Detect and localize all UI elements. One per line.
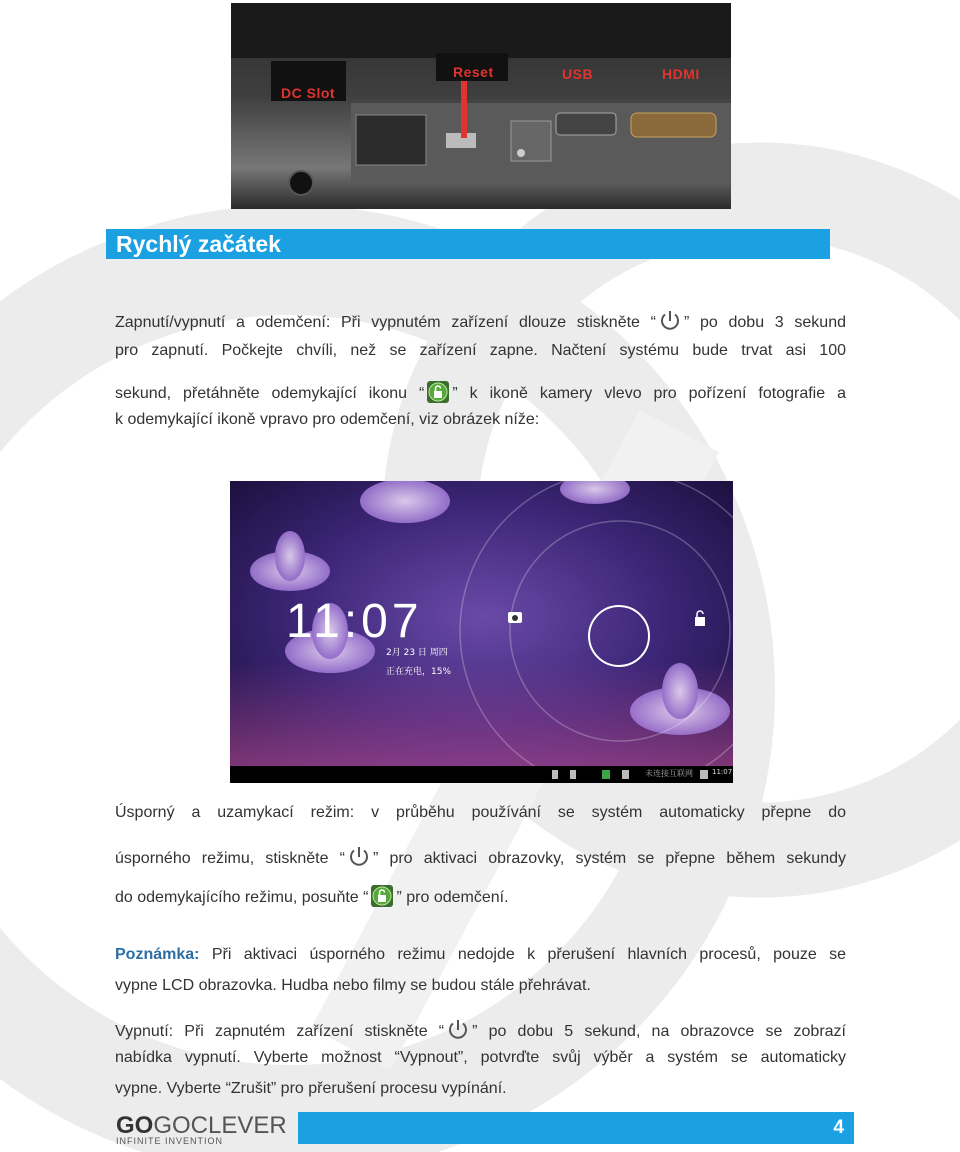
lock-screen-date: 2月 23 日 周四 [386, 648, 448, 658]
para3-text: Vypnutí: Při zapnutém zařízení stiskněte “ [115, 1023, 445, 1040]
section-heading: Rychlý začátek [116, 231, 281, 257]
note-label: Poznámka: [115, 946, 200, 963]
device-ports-illustration [231, 3, 731, 209]
page-number: 4 [833, 1117, 844, 1138]
note-text: Při aktivaci úsporného režimu nedojde k přerušení hlavních procesů, pouze se [199, 946, 846, 963]
para3-text: ” po dobu 5 sekund, na obrazovce se zobrazí [472, 1023, 847, 1040]
dc-slot-label: DC Slot [281, 85, 336, 101]
note-line1 [115, 946, 846, 964]
reset-label: Reset [453, 64, 494, 80]
para1-line4: k odemykající ikoně vpravo pro odemčení, viz obrázek níže: [115, 411, 540, 428]
goclever-logo [116, 1112, 287, 1146]
para2-line2 [115, 845, 846, 869]
power-icon [347, 845, 371, 869]
para1-line2: pro zapnutí. Počkejte chvíli, než se zařízení zapne. Načtení systému bude trvat asi 100 [115, 342, 846, 359]
para2-text: ” pro odemčení. [396, 889, 509, 906]
lock-screen-charging: 正在充电，15% [386, 667, 452, 677]
unlock-icon [426, 380, 450, 404]
para2-line3 [115, 884, 846, 908]
lock-screen-photo [230, 481, 733, 783]
device-ports-photo [231, 3, 731, 209]
lock-screen-time: 11:07 [286, 595, 423, 648]
section-heading-bar [106, 229, 830, 259]
logo-go: GO [116, 1112, 154, 1139]
hdmi-label: HDMI [662, 66, 700, 82]
para3-line2: nabídka vypnutí. Vyberte možnost “Vypnout”, potvrďte svůj výběr a systém se automaticky [115, 1049, 846, 1066]
para2-text: do odemykajícího režimu, posuňte “ [115, 889, 369, 906]
status-bar-text: 未连接互联网 [645, 769, 693, 778]
para1-line3 [115, 380, 846, 404]
para3-line1 [115, 1018, 846, 1042]
unlock-icon [370, 884, 394, 908]
note-line2: vypne LCD obrazovka. Hudba nebo filmy se budou stále přehrávat. [115, 977, 591, 994]
usb-label: USB [562, 66, 594, 82]
logo-brand: GOCLEVER [153, 1112, 287, 1139]
para1-text: Zapnutí/vypnutí a odemčení: Při vypnutém zařízení dlouze stiskněte “ [115, 314, 656, 331]
para2-text: ” pro aktivaci obrazovky, systém se přepne během sekundy [372, 850, 847, 867]
power-icon [446, 1018, 470, 1042]
status-bar-time: 11:07 [712, 768, 733, 776]
para1-text: sekund, přetáhněte odemykající ikonu “ [115, 385, 425, 402]
para1-text: ” po dobu 3 sekund [683, 314, 846, 331]
footer-bar [298, 1112, 854, 1144]
para1-line1 [115, 309, 846, 333]
para3-line3: vypne. Vyberte “Zrušit” pro přerušení procesu vypínání. [115, 1080, 507, 1097]
logo-tagline: INFINITE INVENTION [116, 1136, 224, 1146]
para2-text: úsporného režimu, stiskněte “ [115, 850, 345, 867]
power-icon [658, 309, 682, 333]
para2-line1: Úsporný a uzamykací režim: v průběhu používání se systém automaticky přepne do [115, 804, 846, 821]
para1-text: ” k ikoně kamery vlevo pro pořízení fotografie a [452, 385, 846, 402]
